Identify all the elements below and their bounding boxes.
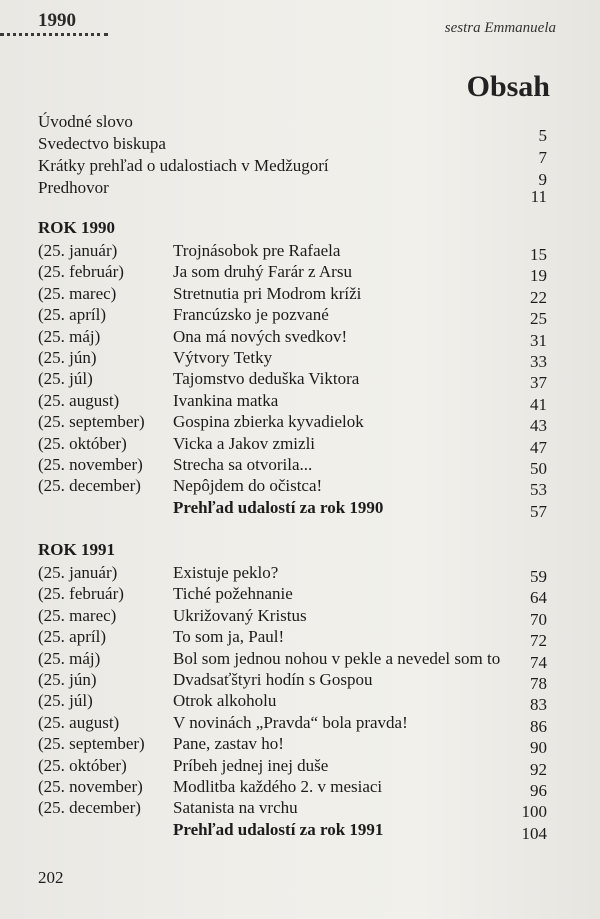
entry-title: Francúzsko je pozvané — [173, 305, 329, 325]
toc-entry-row — [38, 390, 547, 412]
entry-page: 90 — [530, 738, 547, 758]
toc-entry-row — [38, 433, 547, 455]
entry-page: 19 — [530, 266, 547, 286]
toc-intro-label: Predhovor — [38, 178, 109, 197]
toc-entry-row — [38, 690, 547, 715]
toc-entry-row — [38, 347, 547, 369]
toc-summary-row — [38, 497, 547, 519]
entry-title: Prehľad udalostí za rok 1991 — [173, 819, 384, 839]
entry-title: Strecha sa otvorila... — [173, 455, 313, 474]
entry-title: Prehľad udalostí za rok 1990 — [173, 497, 384, 517]
entry-date: (25. február) — [38, 262, 124, 282]
entry-date: (25. september) — [38, 734, 145, 754]
toc-entry-row — [38, 797, 547, 822]
entry-page: 83 — [530, 695, 547, 715]
toc-entry-row — [38, 669, 547, 691]
toc-entry-row — [38, 562, 547, 584]
entry-page: 50 — [530, 459, 547, 478]
entry-date: (25. apríl) — [38, 305, 106, 325]
toc-entry-row — [38, 626, 547, 651]
toc-entry-row — [38, 326, 547, 348]
entry-page: 78 — [530, 674, 547, 693]
entry-date: (25. august) — [38, 390, 120, 410]
entry-title: Otrok alkoholu — [173, 691, 277, 711]
entry-date: (25. marec) — [38, 283, 117, 303]
entry-date: (25. jún) — [38, 348, 97, 367]
entry-date: (25. september) — [38, 412, 145, 432]
entry-title: Pane, zastav ho! — [173, 734, 284, 754]
running-header-year: 1990 — [38, 10, 76, 31]
toc-intro-label: Úvodné slovo — [38, 112, 133, 131]
entry-page: 86 — [530, 716, 547, 736]
entry-title: Ona má nových svedkov! — [173, 326, 348, 346]
toc-entry-row — [38, 454, 547, 476]
toc-entry-row — [38, 368, 547, 393]
entry-date: (25. október) — [38, 755, 127, 775]
entry-title: Ivankina matka — [173, 390, 279, 410]
entry-date: (25. august) — [38, 712, 120, 732]
entry-title: Ukrižovaný Kristus — [173, 605, 307, 625]
entry-title: Modlitba každého 2. v mesiaci — [173, 777, 383, 796]
entry-title: Dvadsaťštyri hodín s Gospou — [173, 670, 373, 689]
entry-page: 47 — [530, 437, 547, 457]
entry-page: 72 — [530, 631, 547, 651]
page-ref: 11 — [530, 187, 547, 206]
entry-date: (25. november) — [38, 455, 143, 474]
toc-entry-row — [38, 583, 547, 608]
toc-summary-row — [38, 819, 547, 841]
entry-date: (25. január) — [38, 241, 118, 260]
entry-page: 92 — [530, 759, 547, 779]
page-ref: 7 — [538, 148, 547, 167]
entry-date: (25. máj) — [38, 648, 101, 668]
entry-title: Gospina zbierka kyvadielok — [173, 412, 364, 432]
entry-page: 59 — [530, 567, 547, 586]
entry-date: (25. júl) — [38, 369, 93, 389]
entry-page: 100 — [521, 802, 547, 822]
entry-title: Tiché požehnanie — [173, 584, 293, 604]
toc-entry-row — [38, 733, 547, 758]
toc-intro-label: Svedectvo biskupa — [38, 134, 166, 153]
entry-page: 25 — [530, 309, 547, 329]
entry-title: Existuje peklo? — [173, 563, 279, 582]
page-number: 202 — [38, 868, 64, 887]
toc-entry-row — [38, 648, 547, 670]
toc-entry-row — [38, 605, 547, 627]
entry-date: (25. november) — [38, 777, 143, 796]
entry-title: Vicka a Jakov zmizli — [173, 433, 316, 453]
entry-page: 74 — [530, 652, 547, 672]
entry-title: Nepôjdem do očistca! — [173, 476, 323, 496]
entry-date: (25. október) — [38, 433, 127, 453]
toc-intro-page — [38, 147, 547, 169]
page-title: Obsah — [466, 70, 550, 103]
toc-entry-row — [38, 304, 547, 329]
entry-title: Bol som jednou nohou v pekle a nevedel som to — [173, 648, 501, 668]
entry-date: (25. júl) — [38, 691, 93, 711]
entry-date: (25. marec) — [38, 605, 117, 625]
entry-page: 96 — [530, 781, 547, 800]
toc-entry-row — [38, 261, 547, 286]
toc-intro-page — [38, 125, 547, 147]
entry-page: 43 — [530, 416, 547, 436]
toc-entry-row — [38, 755, 547, 777]
entry-date: (25. máj) — [38, 326, 101, 346]
toc-intro-page — [38, 186, 547, 208]
entry-title: Trojnásobok pre Rafaela — [173, 241, 341, 260]
entry-title: Príbeh jednej inej duše — [173, 755, 329, 775]
entry-date: (25. február) — [38, 584, 124, 604]
entry-title: V novinách „Pravda“ bola pravda! — [173, 712, 408, 732]
entry-page: 22 — [530, 287, 547, 307]
entry-page: 31 — [530, 330, 547, 350]
entry-page: 70 — [530, 609, 547, 629]
entry-date: (25. december) — [38, 476, 141, 496]
entry-page: 41 — [530, 394, 547, 414]
toc-entry-row — [38, 712, 547, 734]
entry-title: Tajomstvo deduška Viktora — [173, 369, 360, 389]
entry-page: 64 — [530, 588, 547, 608]
entry-date: (25. december) — [38, 798, 141, 818]
page-ref: 9 — [538, 170, 547, 189]
entry-date: (25. január) — [38, 563, 118, 582]
page-ref: 5 — [538, 126, 547, 145]
entry-title: Stretnutia pri Modrom kríži — [173, 283, 362, 303]
entry-page: 104 — [521, 823, 547, 843]
toc-entry-row — [38, 475, 547, 500]
entry-date: (25. apríl) — [38, 627, 106, 647]
entry-page: 33 — [530, 352, 547, 371]
toc-entry-row — [38, 283, 547, 305]
toc-entry-row — [38, 411, 547, 436]
entry-title: Satanista na vrchu — [173, 798, 298, 818]
toc-entry-row — [38, 776, 547, 798]
section-heading: ROK 1991 — [38, 540, 115, 559]
entry-date: (25. jún) — [38, 670, 97, 689]
entry-page: 37 — [530, 373, 547, 393]
section-heading: ROK 1990 — [38, 218, 115, 237]
entry-page: 57 — [530, 501, 547, 521]
running-header-author: sestra Emmanuela — [444, 20, 556, 36]
header-dotted-rule — [0, 33, 108, 36]
toc-intro-label: Krátky prehľad o udalostiach v Medžugorí — [38, 156, 329, 175]
entry-title: To som ja, Paul! — [173, 627, 285, 647]
entry-title: Výtvory Tetky — [173, 348, 273, 367]
entry-page: 53 — [530, 480, 547, 500]
toc-entry-row — [38, 240, 547, 262]
entry-page: 15 — [530, 245, 547, 264]
entry-title: Ja som druhý Farár z Arsu — [173, 262, 352, 282]
